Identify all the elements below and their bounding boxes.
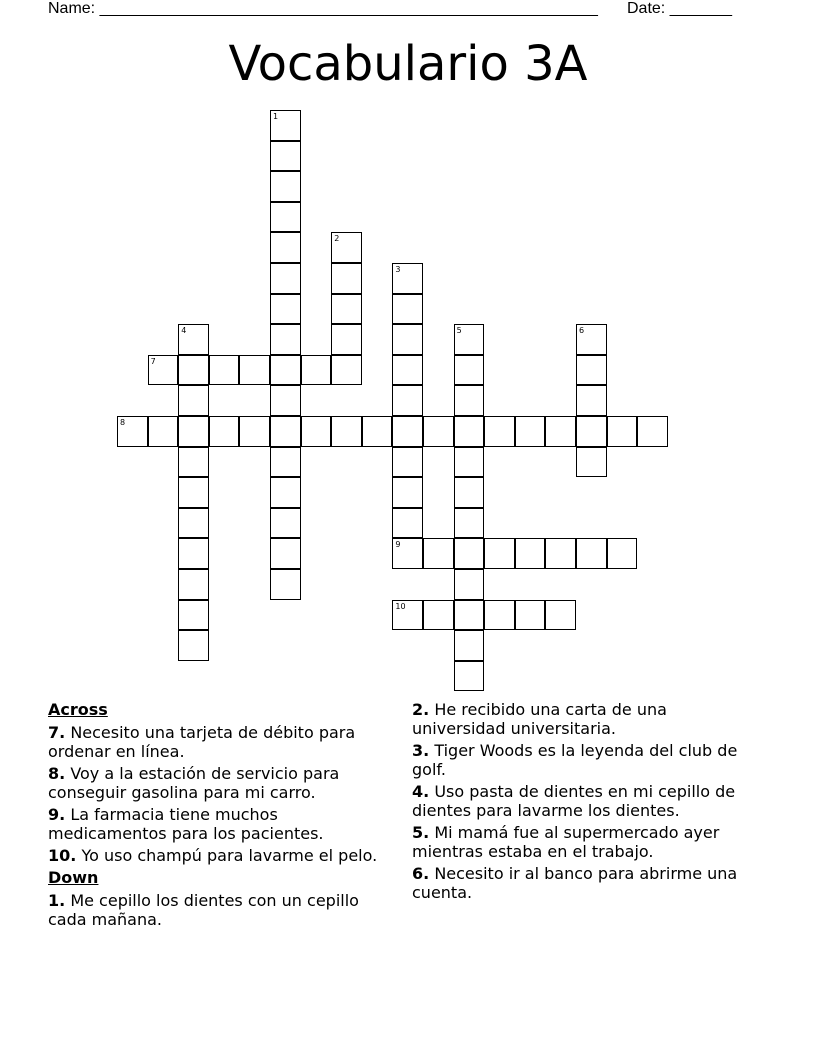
crossword-cell[interactable] — [270, 141, 301, 172]
crossword-cell[interactable] — [270, 232, 301, 263]
crossword-cell[interactable] — [484, 416, 515, 447]
crossword-cell[interactable] — [209, 355, 240, 386]
cell-number: 6 — [579, 326, 585, 336]
crossword-cell[interactable] — [178, 630, 209, 661]
clue-across-9 — [48, 805, 393, 843]
crossword-cell[interactable] — [484, 538, 515, 569]
crossword-cell[interactable] — [515, 600, 546, 631]
crossword-cell[interactable] — [423, 416, 454, 447]
crossword-cell[interactable] — [392, 416, 423, 447]
clue-down-6 — [412, 864, 757, 902]
crossword-cell[interactable] — [178, 538, 209, 569]
crossword-cell[interactable] — [178, 385, 209, 416]
crossword-cell[interactable] — [454, 508, 485, 539]
clue-across-8 — [48, 764, 393, 802]
cell-number: 7 — [150, 356, 156, 366]
crossword-cell[interactable] — [545, 416, 576, 447]
crossword-cell[interactable] — [270, 447, 301, 478]
clue-number: 5. — [412, 823, 430, 842]
crossword-cell[interactable] — [362, 416, 393, 447]
clue-text: Uso pasta de dientes en mi cepillo de dientes para lavarme los dientes. — [412, 782, 736, 820]
crossword-cell[interactable] — [392, 324, 423, 355]
crossword-cell[interactable] — [392, 263, 423, 294]
clue-text: Me cepillo los dientes con un cepillo cada mañana. — [48, 891, 359, 929]
clue-number: 7. — [48, 723, 66, 742]
crossword-cell[interactable] — [454, 630, 485, 661]
cell-number: 9 — [395, 540, 401, 550]
date-field-label: Date: _______ — [627, 0, 732, 17]
crossword-cell[interactable] — [454, 569, 485, 600]
crossword-cell[interactable] — [607, 416, 638, 447]
clues-column-left — [48, 700, 393, 932]
crossword-cell[interactable] — [270, 477, 301, 508]
clue-text: Voy a la estación de servicio para conseguir gasolina para mi carro. — [48, 764, 340, 802]
clue-text: Mi mamá fue al supermercado ayer mientras estaba en el trabajo. — [412, 823, 720, 861]
crossword-cell[interactable] — [178, 416, 209, 447]
crossword-cell[interactable] — [270, 385, 301, 416]
crossword-cell[interactable] — [148, 355, 179, 386]
crossword-cell[interactable] — [117, 416, 148, 447]
crossword-cell[interactable] — [301, 416, 332, 447]
crossword-cell[interactable] — [484, 600, 515, 631]
clue-down-1 — [48, 891, 393, 929]
crossword-cell[interactable] — [270, 508, 301, 539]
clue-number: 4. — [412, 782, 430, 801]
across-heading: Across — [48, 700, 108, 719]
clues-column-right — [412, 700, 757, 905]
crossword-cell[interactable] — [270, 171, 301, 202]
crossword-cell[interactable] — [178, 355, 209, 386]
crossword-cell[interactable] — [392, 508, 423, 539]
clue-number: 1. — [48, 891, 66, 910]
crossword-cell[interactable] — [454, 661, 485, 692]
clue-across-10 — [48, 846, 393, 865]
crossword-cell[interactable] — [637, 416, 668, 447]
crossword-cell[interactable] — [270, 110, 301, 141]
clue-number: 6. — [412, 864, 430, 883]
crossword-cell[interactable] — [331, 416, 362, 447]
clue-number: 2. — [412, 700, 430, 719]
clue-down-4 — [412, 782, 757, 820]
crossword-cell[interactable] — [392, 477, 423, 508]
page-title: Vocabulario 3A — [228, 36, 588, 92]
cell-number: 3 — [395, 265, 401, 274]
crossword-cell[interactable] — [515, 538, 546, 569]
crossword-cell[interactable] — [576, 538, 607, 569]
crossword-cell[interactable] — [515, 416, 546, 447]
crossword-cell[interactable] — [178, 508, 209, 539]
crossword-cell[interactable] — [270, 569, 301, 600]
crossword-cell[interactable] — [239, 416, 270, 447]
crossword-cell[interactable] — [392, 447, 423, 478]
crossword-cell[interactable] — [576, 385, 607, 416]
clue-text: Necesito una tarjeta de débito para ordenar en línea. — [48, 723, 356, 761]
crossword-cell[interactable] — [178, 600, 209, 631]
crossword-cell[interactable] — [239, 355, 270, 386]
clue-text: He recibido una carta de una universidad universitaria. — [412, 700, 667, 738]
crossword-cell[interactable] — [454, 355, 485, 386]
cell-number: 8 — [120, 418, 126, 427]
cell-number: 10 — [395, 601, 406, 611]
crossword-cell[interactable] — [576, 355, 607, 386]
crossword-cell[interactable] — [454, 600, 485, 631]
cell-number: 1 — [273, 112, 279, 121]
name-field-label: Name: ________________________________________________________ — [48, 0, 598, 17]
crossword-cell[interactable] — [178, 447, 209, 478]
crossword-cell[interactable] — [576, 416, 607, 447]
crossword-cell[interactable] — [209, 416, 240, 447]
clue-number: 9. — [48, 805, 66, 824]
crossword-cell[interactable] — [392, 355, 423, 386]
clue-text: Yo uso champú para lavarme el pelo. — [81, 846, 378, 865]
clue-text: Tiger Woods es la leyenda del club de golf. — [412, 741, 738, 779]
cell-number: 4 — [181, 326, 187, 336]
crossword-cell[interactable] — [270, 416, 301, 447]
clue-number: 8. — [48, 764, 66, 783]
crossword-cell[interactable] — [454, 477, 485, 508]
crossword-cell[interactable] — [148, 416, 179, 447]
crossword-cell[interactable] — [392, 294, 423, 325]
clue-text: La farmacia tiene muchos medicamentos para los pacientes. — [48, 805, 324, 843]
crossword-cell[interactable] — [331, 294, 362, 325]
crossword-cell[interactable] — [270, 538, 301, 569]
crossword-cell[interactable] — [178, 324, 209, 355]
crossword-cell[interactable] — [178, 569, 209, 600]
crossword-cell[interactable] — [454, 416, 485, 447]
crossword-cell[interactable] — [607, 538, 638, 569]
crossword-cell[interactable] — [392, 600, 423, 631]
clue-number: 3. — [412, 741, 430, 760]
crossword-cell[interactable] — [454, 324, 485, 355]
crossword-cell[interactable] — [392, 385, 423, 416]
crossword-cell[interactable] — [270, 202, 301, 233]
crossword-cell[interactable] — [576, 324, 607, 355]
crossword-cell[interactable] — [331, 263, 362, 294]
clue-number: 10. — [48, 846, 77, 865]
cell-number: 5 — [456, 326, 462, 336]
clue-down-5 — [412, 823, 757, 861]
clue-text: Necesito ir al banco para abrirme una cuenta. — [412, 864, 738, 902]
crossword-cell[interactable] — [545, 600, 576, 631]
crossword-cell[interactable] — [423, 600, 454, 631]
cell-number: 2 — [334, 234, 340, 244]
clue-across-7 — [48, 723, 393, 761]
crossword-cell[interactable] — [178, 477, 209, 508]
crossword-cell[interactable] — [392, 538, 423, 569]
crossword-cell[interactable] — [454, 447, 485, 478]
crossword-cell[interactable] — [301, 355, 332, 386]
crossword-cell[interactable] — [270, 263, 301, 294]
crossword-cell[interactable] — [331, 324, 362, 355]
down-heading: Down — [48, 868, 99, 887]
crossword-cell[interactable] — [576, 447, 607, 478]
crossword-cell[interactable] — [331, 232, 362, 263]
crossword-cell[interactable] — [270, 355, 301, 386]
crossword-cell[interactable] — [545, 538, 576, 569]
crossword-cell[interactable] — [270, 324, 301, 355]
crossword-cell[interactable] — [423, 538, 454, 569]
crossword-cell[interactable] — [454, 538, 485, 569]
crossword-cell[interactable] — [454, 385, 485, 416]
crossword-cell[interactable] — [270, 294, 301, 325]
crossword-cell[interactable] — [331, 355, 362, 386]
clue-down-3 — [412, 741, 757, 779]
clue-down-2 — [412, 700, 757, 738]
